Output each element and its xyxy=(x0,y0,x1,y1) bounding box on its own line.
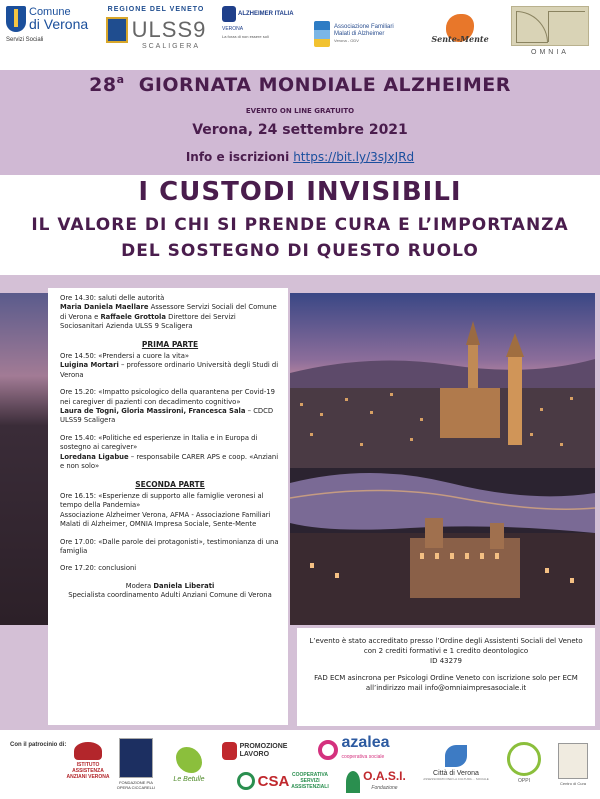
sente-mente-logo-text: Sente-Mente xyxy=(431,34,489,44)
citta-di-verona-logo xyxy=(420,736,492,790)
title-area xyxy=(0,175,600,275)
comune-di-verona-logo xyxy=(6,6,90,62)
scaligera-logo-text: SCALIGERA xyxy=(141,43,201,50)
p2b-time: Ore 17.00: xyxy=(60,537,97,546)
oppi-logo-text: OPPI xyxy=(518,778,530,784)
close-time: Ore 17.20: xyxy=(60,564,97,573)
verona-night-photo xyxy=(290,293,595,625)
p2a-time: Ore 16.15: xyxy=(60,491,97,500)
info-label: Info e iscrizioni xyxy=(185,150,290,164)
opening-text: saluti delle autorità xyxy=(96,294,165,302)
program-item-p1a xyxy=(60,352,280,380)
promozione-mark-icon xyxy=(222,742,237,760)
info-registration xyxy=(0,150,600,164)
p1a-speaker: Luigina Mortari xyxy=(60,361,119,370)
centro-logo-text: Centro di Cura xyxy=(559,780,586,786)
ecm-id: ID 43279 xyxy=(430,657,462,665)
p1b-role: – CDCD ULSS9 Scaligera xyxy=(60,407,274,425)
citta-logo-text: Città di Verona xyxy=(433,770,479,777)
close-text: conclusioni xyxy=(96,564,137,573)
ecm-psychologists: FAD ECM asincrona per Psicologi Ordine Veneto con iscrizione solo per ECM all’indirizzo mail info@omniaimpresasociale.it xyxy=(314,674,578,692)
moderator-name: Daniela Liberati xyxy=(153,581,215,590)
ciccarelli-mark-icon xyxy=(119,738,153,778)
verona-logo-sub: Servizi Sociali xyxy=(6,37,44,43)
istituto-logo-text: ISTITUTO ASSISTENZA ANZIANI VERONA xyxy=(66,762,110,780)
program-item-p1c xyxy=(60,434,280,472)
regione-veneto-ulss9-logo xyxy=(100,6,212,62)
alzheimer-logo-name: ALZHEIMER ITALIA xyxy=(238,11,294,17)
patronage-label: Con il patrocinio di: xyxy=(10,742,67,748)
p1b-speaker: Laura de Togni, Gloria Massironi, Francesca Sala xyxy=(60,407,246,416)
p1c-time: Ore 15.40: xyxy=(60,433,97,442)
oasi-logo xyxy=(336,768,416,796)
p1c-speaker: Loredana Ligabue xyxy=(60,452,129,461)
part2-heading: SECONDA PARTE xyxy=(135,479,205,489)
opening-speaker2: Raffaele Grottola xyxy=(100,312,166,321)
ciccarelli-logo-text: FONDAZIONE PIA OPERA CICCARELLI xyxy=(116,780,156,790)
csa-logo-text: CSA xyxy=(257,772,290,790)
centro-di-cura-logo xyxy=(552,736,594,792)
opening-speaker1: Maria Daniela Maellare xyxy=(60,303,149,312)
logo-bar xyxy=(0,0,600,70)
part1-heading: PRIMA PARTE xyxy=(141,339,199,349)
lion-of-st-mark-icon xyxy=(106,17,128,43)
veneto-logo-top: REGIONE DEL VENETO xyxy=(107,6,205,13)
azalea-ring-icon xyxy=(318,740,338,760)
afma-logo-line2: Malati di Alzheimer xyxy=(334,30,385,37)
alzheimer-logo-city: VERONA xyxy=(222,26,244,32)
verona-logo-line2: di Verona xyxy=(29,16,89,32)
p1a-text: «Prendersi a cuore la vita» xyxy=(96,352,190,361)
subtitle-line1: IL VALORE DI CHI SI PRENDE CURA E L’IMPORTANZA xyxy=(31,215,569,235)
edition-suffix: a xyxy=(116,73,125,86)
verona-shield-icon xyxy=(6,6,26,32)
event-date: Verona, 24 settembre 2021 xyxy=(192,122,408,138)
centro-mark-icon xyxy=(558,743,588,779)
ciccarelli-logo xyxy=(116,734,156,794)
istituto-assistenza-anziani-logo xyxy=(64,736,112,786)
ecm-social-workers xyxy=(307,636,585,666)
city-photo-left-strip xyxy=(0,293,50,625)
afma-logo-line1: Associazione Familiari xyxy=(334,23,394,30)
omnia-logo xyxy=(508,6,592,62)
verona-logo-line1: Comune xyxy=(29,6,71,18)
afma-mark-icon xyxy=(314,21,330,47)
p1c-role: – responsabile CARER APS e coop. «Anziani e non solo» xyxy=(60,452,279,471)
verona-skyline-illustration xyxy=(290,293,595,625)
coop-logo-text: COOPERATIVA SERVIZI ASSISTENZIALI xyxy=(291,772,329,790)
program-panel xyxy=(48,288,288,725)
le-betulle-logo xyxy=(160,738,218,792)
alzheimer-italia-logo xyxy=(222,6,304,62)
afma-logo-small: Verona - ODV xyxy=(334,37,359,43)
ecm-accreditation-box xyxy=(297,628,595,726)
promozione-lavoro-logo xyxy=(222,738,304,764)
alzheimer-mark-icon xyxy=(222,6,236,22)
program-item-p1b xyxy=(60,388,280,426)
ecm-line1: L’evento è stato accreditato presso l’Ordine degli Assistenti Sociali del Veneto con 2 crediti formativi e 1 credito deontologico xyxy=(309,637,583,655)
oasi-logo-sub: Fondazione xyxy=(371,785,398,791)
moderator-role: Specialista coordinamento Adulti Anziani Comune di Verona xyxy=(68,591,272,600)
p2b-text: «Dalle parole dei protagonisti», testimonianza di una famiglia xyxy=(60,537,279,555)
subtitle-line2: DEL SOSTEGNO DI QUESTO RUOLO xyxy=(121,241,479,261)
opening-role2: Direttore dei Servizi Sociosanitari Azienda ULSS 9 Scaligera xyxy=(60,312,236,331)
oppi-circle-icon xyxy=(507,742,541,776)
azalea-logo-text: azalea xyxy=(341,734,390,751)
registration-link[interactable]: https://bit.ly/3sJxJRd xyxy=(293,150,415,164)
p1a-role: – professore ordinario Università degli Studi di Verona xyxy=(60,361,279,379)
program-item-p2a xyxy=(60,492,280,530)
promozione-logo-text: PROMOZIONE LAVORO xyxy=(239,743,288,758)
oasi-palm-icon xyxy=(346,771,360,793)
ulss-logo-text: ULSS9 xyxy=(131,17,207,42)
oppi-logo xyxy=(498,736,550,790)
istituto-mark-icon xyxy=(74,742,102,760)
betulle-leaf-icon xyxy=(176,747,202,773)
p1a-time: Ore 14.50: xyxy=(60,352,97,361)
afma-logo xyxy=(314,6,418,62)
citta-logo-sub: ASSESSORATO PER LA CULTURA ... SOCIALE xyxy=(423,777,489,781)
event-title-text: GIORNATA MONDIALE ALZHEIMER xyxy=(138,74,511,96)
program-item-close xyxy=(60,564,280,573)
header-band xyxy=(0,70,600,175)
opening-time: Ore 14.30: xyxy=(60,294,97,302)
p2a-text: «Esperienze di supporto alle famiglie veronesi al tempo della Pandemia» xyxy=(60,491,264,510)
omnia-golden-ratio-icon xyxy=(511,6,589,46)
oasi-logo-text: O.A.S.I. xyxy=(363,769,406,783)
moderator-prefix: Modera xyxy=(125,581,154,590)
program-opening xyxy=(60,294,280,332)
alzheimer-logo-tag: La forza di non essere soli xyxy=(222,34,269,39)
p2a-role: Associazione Alzheimer Verona, AFMA - Associazione Familiari Malati di Alzheimer, OMNIA Impresa Sociale, Sente-Mente xyxy=(60,510,271,529)
edition-number: 28 xyxy=(89,74,117,96)
p1b-time: Ore 15.20: xyxy=(60,388,97,397)
cooperativa-servizi-logo xyxy=(288,768,332,794)
event-online-label: EVENTO ON LINE GRATUITO xyxy=(245,107,355,115)
main-title: I CUSTODI INVISIBILI xyxy=(138,177,462,207)
omnia-logo-text: OMNIA xyxy=(531,49,569,56)
csa-ring-icon xyxy=(237,772,255,790)
patronage-bar xyxy=(0,730,600,799)
sente-mente-logo xyxy=(422,6,498,62)
azalea-logo xyxy=(308,734,400,766)
opening-role1: Assessore Servizi Sociali del Comune di Verona e xyxy=(60,303,277,321)
moderator xyxy=(60,582,280,601)
p1b-text: «Impatto psicologico della quarantena per Covid-19 nei caregiver di pazienti con decadimento cognitivo» xyxy=(60,388,275,406)
betulle-logo-text: Le Betulle xyxy=(173,776,205,783)
event-title xyxy=(0,73,600,96)
program-item-p2b xyxy=(60,538,280,557)
p1c-text: «Politiche ed esperienze in Italia e in Europa di sostegno ai caregiver» xyxy=(60,433,258,452)
citta-leaf-icon xyxy=(445,745,467,767)
azalea-logo-sub: cooperativa sociale xyxy=(341,754,385,760)
